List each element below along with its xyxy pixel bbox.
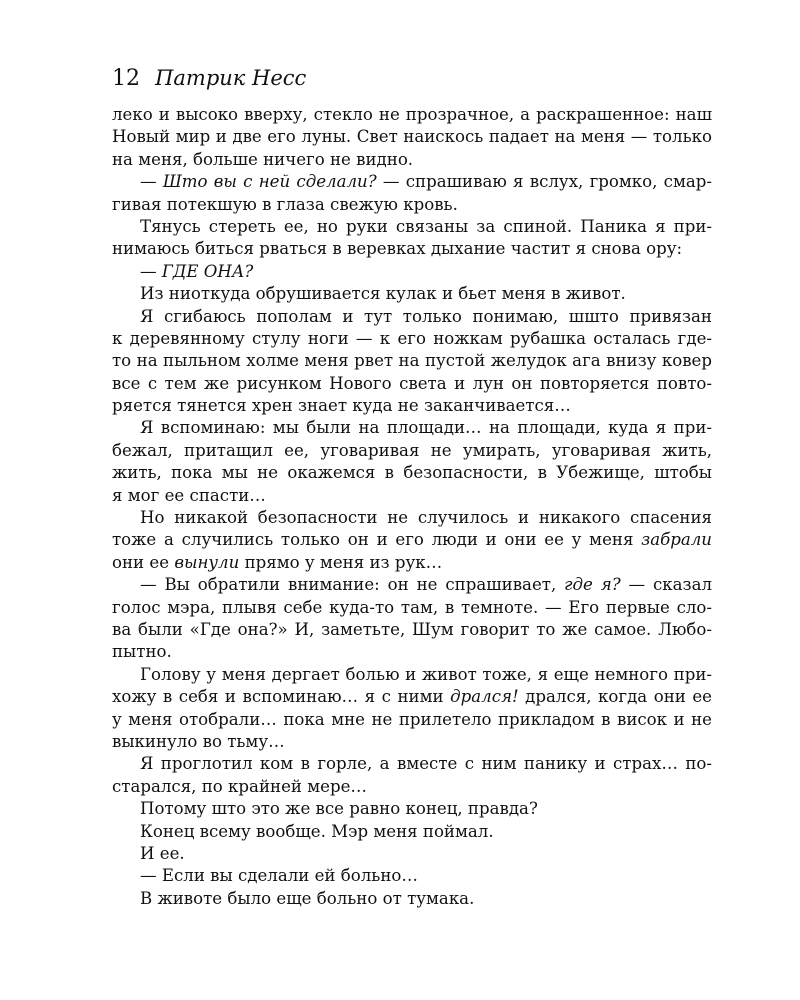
text-line (112, 485, 712, 507)
text-run: ва были «Где она?» И, заметьте, Шум говорит то же самое. Любо- (112, 619, 712, 639)
text-run: тоже а случились только он и его люди и они ее у меня (112, 530, 642, 550)
text-line (112, 552, 712, 574)
text-run: выкинуло во тьму… (112, 731, 285, 751)
text-run: — (140, 261, 162, 281)
text-line (112, 507, 712, 529)
text-run: Но никакой безопасности не случилось и никакого спасения (140, 508, 712, 528)
page-header (112, 66, 306, 94)
text-run: я мог ее спасти… (112, 485, 266, 505)
text-line (112, 821, 712, 843)
text-line (112, 373, 712, 395)
text-run: И ее. (140, 843, 185, 863)
text-run: то на пыльном холме меня рвет на пустой желудок ага внизу ковер (112, 351, 712, 371)
text-line (112, 283, 712, 305)
text-run: пытно. (112, 642, 172, 662)
text-run: Голову у меня дергает болью и живот тоже, я еще немного при- (140, 664, 712, 684)
text-line (112, 171, 712, 193)
text-run: Конец всему вообще. Мэр меня поймал. (140, 821, 494, 841)
text-run: — спрашиваю я вслух, громко, смар- (376, 172, 712, 192)
italic-text: где я? (564, 575, 621, 595)
text-line (112, 104, 712, 126)
text-run: Я сгибаюсь пополам и тут только понимаю, шшто привязан (140, 306, 712, 326)
text-run: к деревянному стулу ноги — к его ножкам рубашка осталась где- (112, 328, 712, 348)
text-run: Я проглотил ком в горле, а вместе с ним панику и страх… по- (140, 754, 712, 774)
text-line (112, 865, 712, 887)
text-line (112, 888, 712, 910)
text-line (112, 194, 712, 216)
text-line (112, 597, 712, 619)
text-line (112, 686, 712, 708)
text-line (112, 350, 712, 372)
text-line (112, 440, 712, 462)
text-run: — Вы обратили внимание: он не спрашивает, (140, 575, 565, 595)
text-run: хожу в себя и вспоминаю… я с ними (112, 687, 451, 707)
text-line (112, 641, 712, 663)
body-text (112, 104, 712, 910)
text-run: Потому што это же все равно конец, правда? (140, 799, 538, 819)
text-run: Из ниоткуда обрушивается кулак и бьет меня в живот. (140, 284, 626, 304)
text-line (112, 328, 712, 350)
text-line (112, 798, 712, 820)
text-line (112, 709, 712, 731)
running-title: Патрик Несс (155, 66, 307, 90)
text-run: голос мэра, плывя себе куда-то там, в темноте. — Его первые сло- (112, 597, 712, 617)
italic-text: ГДЕ ОНА? (161, 261, 254, 281)
text-line (112, 149, 712, 171)
text-line (112, 664, 712, 686)
text-run: жить, пока мы не окажемся в безопасности, в Убежище, штобы (112, 463, 712, 483)
page-number: 12 (112, 66, 140, 91)
text-line (112, 619, 712, 641)
text-line (112, 529, 712, 551)
text-run: нимаюсь биться рваться в веревках дыхание частит я снова ору: (112, 239, 683, 259)
text-run: у меня отобрали… пока мне не прилетело прикладом в висок и не (112, 709, 712, 729)
text-run: старался, по крайней мере… (112, 776, 367, 796)
text-run: ряется тянется хрен знает куда не заканчивается… (112, 396, 571, 416)
text-line (112, 462, 712, 484)
text-run: они ее (112, 552, 175, 572)
italic-text: вынули (174, 552, 240, 572)
text-line (112, 261, 712, 283)
text-run: все с тем же рисунком Нового света и лун он повторяется повто- (112, 373, 712, 393)
text-line (112, 574, 712, 596)
italic-text: Што вы с ней сделали? (162, 172, 377, 192)
text-line (112, 776, 712, 798)
text-run: леко и высоко вверху, стекло не прозрачное, а раскрашенное: наш (112, 105, 712, 124)
text-run: дрался, когда они ее (518, 687, 712, 707)
text-run: бежал, притащил ее, уговаривая не умирать, уговаривая жить, (112, 440, 712, 460)
text-run: — сказал (620, 575, 712, 595)
text-run: — Если вы сделали ей больно… (140, 866, 418, 886)
text-run: Тянусь стереть ее, но руки связаны за спиной. Паника я при- (140, 216, 712, 236)
text-run: на меня, больше ничего не видно. (112, 149, 414, 169)
italic-text: забрали (641, 530, 712, 550)
text-run: гивая потекшую в глаза свежую кровь. (112, 194, 458, 214)
text-line (112, 306, 712, 328)
text-run: Новый мир и две его луны. Свет наискось падает на меня — только (112, 127, 712, 147)
text-line (112, 417, 712, 439)
text-line (112, 843, 712, 865)
text-line (112, 126, 712, 148)
text-line (112, 238, 712, 260)
text-line (112, 753, 712, 775)
text-run: — (140, 172, 163, 192)
text-run: прямо у меня из рук… (239, 552, 443, 572)
text-run: В животе было еще больно от тумака. (140, 888, 475, 908)
text-line (112, 395, 712, 417)
text-run: Я вспоминаю: мы были на площади… на площади, куда я при- (140, 418, 712, 438)
text-line (112, 731, 712, 753)
text-line (112, 216, 712, 238)
italic-text: дрался! (450, 687, 519, 707)
